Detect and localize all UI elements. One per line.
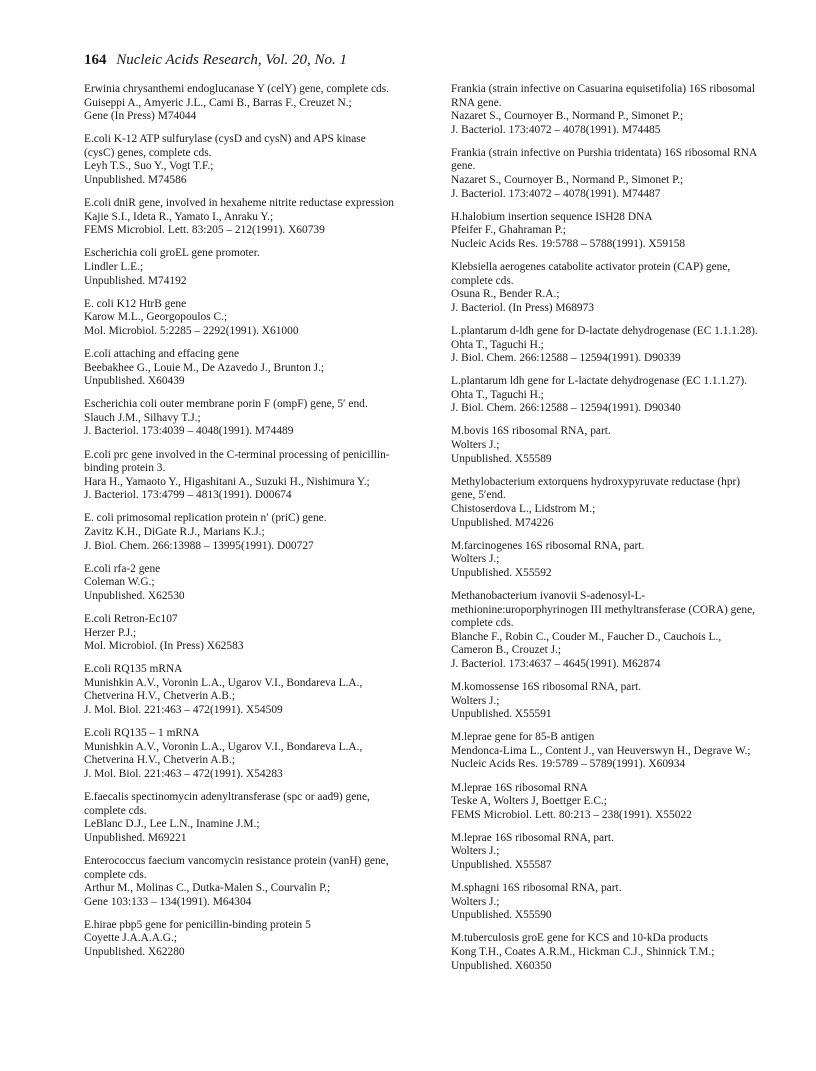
sequence-entry (451, 425, 801, 466)
entry-line: J. Bacteriol. 173:4072 – 4078(1991). M74487 (451, 187, 661, 200)
sequence-entry (84, 298, 434, 339)
entry-line: J. Bacteriol. 173:4637 – 4645(1991). M62874 (451, 657, 661, 670)
entry-line: Ohta T., Taguchi H.; (451, 388, 544, 401)
entry-line: Nucleic Acids Res. 19:5788 – 5788(1991). X59158 (451, 237, 686, 250)
entry-line: complete cds. (84, 868, 147, 881)
sequence-entry (84, 449, 434, 503)
sequence-entry (451, 211, 801, 252)
entry-line: Hara H., Yamaoto Y., Higashitani A., Suzuki H., Nishimura Y.; (84, 475, 370, 488)
sequence-entry (84, 855, 434, 909)
entry-line: Kong T.H., Coates A.R.M., Hickman C.J., Shinnick T.M.; (451, 945, 715, 958)
entry-title: M.bovis 16S ribosomal RNA, part. (451, 425, 611, 438)
entry-line: J. Mol. Biol. 221:463 – 472(1991). X54509 (84, 704, 283, 717)
entry-title: Frankia (strain infective on Purshia tridentata) 16S ribosomal RNA (451, 146, 758, 159)
entry-line: Slauch J.M., Silhavy T.J.; (84, 411, 201, 424)
entry-line: Unpublished. M74192 (84, 274, 187, 287)
entry-line: Karow M.L., Georgopoulos C.; (84, 311, 228, 324)
entry-title: E. coli primosomal replication protein n′ (priC) gene. (84, 512, 327, 525)
sequence-entry (451, 932, 801, 973)
sequence-entry (84, 348, 434, 389)
sequence-entry (84, 791, 434, 845)
entry-line: J. Bacteriol. (In Press) M68973 (451, 301, 594, 314)
entry-line: Unpublished. X62530 (84, 589, 185, 602)
entry-line: Teske A, Wolters J, Boettger E.C.; (451, 795, 607, 808)
entry-line: Nazaret S., Cournoyer B., Normand P., Simonet P.; (451, 174, 684, 187)
entry-title: Enterococcus faecium vancomycin resistance protein (vanH) gene, (84, 854, 389, 867)
sequence-entry (451, 540, 801, 581)
entry-line: Nazaret S., Cournoyer B., Normand P., Simonet P.; (451, 110, 684, 123)
entry-title: M.komossense 16S ribosomal RNA, part. (451, 680, 642, 693)
entry-line: Coleman W.G.; (84, 576, 155, 589)
entry-title: Escherichia coli groEL gene promoter. (84, 247, 260, 260)
entry-line: Nucleic Acids Res. 19:5789 – 5789(1991). X60934 (451, 758, 686, 771)
entry-line: Mol. Microbiol. (In Press) X62583 (84, 640, 244, 653)
entry-title: L.plantarum ldh gene for L-lactate dehydrogenase (EC 1.1.1.27). (451, 375, 748, 388)
entry-line: J. Bacteriol. 173:4072 – 4078(1991). M74485 (451, 123, 661, 136)
entry-line: Ohta T., Taguchi H.; (451, 338, 544, 351)
entry-line: FEMS Microbiol. Lett. 83:205 – 212(1991). X60739 (84, 224, 325, 237)
entry-title: M.leprae gene for 85-B antigen (451, 731, 595, 744)
entry-line: Beebakhee G., Louie M., De Azavedo J., Brunton J.; (84, 361, 325, 374)
entry-title: H.halobium insertion sequence ISH28 DNA (451, 210, 653, 223)
entry-line: complete cds. (451, 617, 514, 630)
entry-title: E.coli RQ135 – 1 mRNA (84, 727, 200, 740)
page-number: 164 (84, 52, 107, 68)
entry-line: Unpublished. X62280 (84, 945, 185, 958)
entry-title: M.leprae 16S ribosomal RNA (451, 781, 588, 794)
sequence-entry (84, 133, 434, 187)
entry-title: L.plantarum d-ldh gene for D-lactate dehydrogenase (EC 1.1.1.28). (451, 324, 758, 337)
entry-line: Osuna R., Bender R.A.; (451, 288, 560, 301)
entry-title: E.coli K-12 ATP sulfurylase (cysD and cysN) and APS kinase (84, 133, 366, 146)
entry-line: J. Bacteriol. 173:4799 – 4813(1991). D00674 (84, 489, 292, 502)
entry-line: (cysC) genes, complete cds. (84, 146, 212, 159)
sequence-entry (451, 476, 801, 530)
journal-title: Nucleic Acids Research, Vol. 20, No. 1 (116, 52, 348, 68)
entry-line: Wolters J.; (451, 694, 500, 707)
entry-line: Wolters J.; (451, 553, 500, 566)
entry-title: E.coli prc gene involved in the C-terminal processing of penicillin- (84, 448, 390, 461)
entry-title: Klebsiella aerogenes catabolite activator protein (CAP) gene, (451, 261, 731, 274)
sequence-entry (451, 681, 801, 722)
entry-title: E.hirae pbp5 gene for penicillin-binding protein 5 (84, 918, 311, 931)
entry-line: Chetverina H.V., Chetverin A.B.; (84, 690, 236, 703)
entry-line: LeBlanc D.J., Lee L.N., Inamine J.M.; (84, 818, 260, 831)
entry-line: gene, 5′end. (451, 489, 506, 502)
entry-line: Cameron B., Crouzet J.; (451, 644, 562, 657)
sequence-entry (84, 563, 434, 604)
entry-line: Chetverina H.V., Chetverin A.B.; (84, 754, 236, 767)
entry-line: Munishkin A.V., Voronin L.A., Ugarov V.I., Bondareva L.A., (84, 676, 363, 689)
entry-line: Guiseppi A., Amyeric J.L., Cami B., Barras F., Creuzet N.; (84, 96, 352, 109)
entry-line: Unpublished. M69221 (84, 831, 187, 844)
sequence-entry (84, 247, 434, 288)
sequence-entry (451, 375, 801, 416)
sequence-entry (451, 882, 801, 923)
entry-title: Erwinia chrysanthemi endoglucanase Y (celY) gene, complete cds. (84, 83, 389, 95)
sequence-entry (84, 83, 434, 124)
entry-title: E.coli rfa-2 gene (84, 562, 161, 575)
entry-line: gene. (451, 160, 476, 173)
entry-line: Unpublished. M74586 (84, 174, 187, 187)
entry-line: binding protein 3. (84, 462, 166, 475)
entry-title: Methylobacterium extorquens hydroxypyruvate reductase (hpr) (451, 475, 741, 488)
entry-line: complete cds. (84, 804, 147, 817)
entry-title: E.coli dniR gene, involved in hexaheme nitrite reductase expression (84, 197, 394, 210)
entry-title: E.coli RQ135 mRNA (84, 663, 183, 676)
sequence-entry (451, 83, 801, 137)
entry-line: Unpublished. X55590 (451, 909, 552, 922)
right-column (451, 83, 801, 983)
entry-title: E. coli K12 HtrB gene (84, 297, 187, 310)
entry-line: J. Biol. Chem. 266:12588 – 12594(1991). D90339 (451, 352, 681, 365)
entry-line: Munishkin A.V., Voronin L.A., Ugarov V.I., Bondareva L.A., (84, 740, 363, 753)
entry-line: J. Biol. Chem. 266:12588 – 12594(1991). D90340 (451, 402, 681, 415)
entry-line: Wolters J.; (451, 845, 500, 858)
entry-line: complete cds. (451, 274, 514, 287)
entry-title: M.tuberculosis groE gene for KCS and 10-kDa products (451, 932, 708, 945)
entry-line: Gene 103:133 – 134(1991). M64304 (84, 895, 252, 908)
sequence-entry (84, 197, 434, 238)
entry-line: Leyh T.S., Suo Y., Vogt T.F.; (84, 160, 214, 173)
entry-line: Kajie S.I., Ideta R., Yamato I., Anraku Y.; (84, 210, 274, 223)
sequence-entry (451, 325, 801, 366)
entry-line: Unpublished. X55591 (451, 708, 552, 721)
entry-line: FEMS Microbiol. Lett. 80:213 – 238(1991). X55022 (451, 808, 692, 821)
entry-title: Methanobacterium ivanovii S-adenosyl-L- (451, 589, 646, 602)
entry-title: M.sphagni 16S ribosomal RNA, part. (451, 882, 622, 895)
entry-title: E.coli Retron-Ec107 (84, 613, 178, 625)
entry-title: Escherichia coli outer membrane porin F (ompF) gene, 5′ end. (84, 398, 368, 411)
entry-line: Unpublished. M74226 (451, 516, 554, 529)
sequence-entry (84, 398, 434, 439)
entry-line: Arthur M., Molinas C., Dutka-Malen S., Courvalin P.; (84, 882, 331, 895)
entry-line: methionine:uroporphyrinogen III methyltransferase (CORA) gene, (451, 603, 755, 616)
entry-title: M.leprae 16S ribosomal RNA, part. (451, 831, 614, 844)
entry-line: Unpublished. X55589 (451, 452, 552, 465)
sequence-entry (451, 832, 801, 873)
sequence-entry (84, 663, 434, 717)
entry-line: J. Mol. Biol. 221:463 – 472(1991). X54283 (84, 767, 283, 780)
entry-line: Gene (In Press) M74044 (84, 110, 197, 123)
entry-line: J. Biol. Chem. 266:13988 – 13995(1991). D00727 (84, 539, 314, 552)
entry-line: Herzer P.J.; (84, 626, 137, 639)
sequence-entry (451, 731, 801, 772)
entry-title: M.farcinogenes 16S ribosomal RNA, part. (451, 539, 645, 552)
entry-line: Unpublished. X60350 (451, 959, 552, 972)
entry-line: Wolters J.; (451, 895, 500, 908)
entry-line: Mendonca-Lima L., Content J., van Heuverswyn H., Degrave W.; (451, 744, 751, 757)
entry-line: RNA gene. (451, 96, 502, 109)
entry-line: Coyette J.A.A.A.G.; (84, 932, 178, 945)
sequence-entry (84, 727, 434, 781)
entry-line: Pfeifer F., Ghahraman P.; (451, 224, 566, 237)
entry-line: Zavitz K.H., DiGate R.J., Marians K.J.; (84, 526, 265, 539)
entry-line: Unpublished. X55592 (451, 566, 552, 579)
sequence-entry (451, 590, 801, 672)
entry-title: E.coli attaching and effacing gene (84, 348, 240, 360)
running-header (84, 52, 347, 69)
sequence-entry (451, 147, 801, 201)
entry-line: Blanche F., Robin C., Couder M., Faucher D., Cauchois L., (451, 630, 722, 643)
entry-line: J. Bacteriol. 173:4039 – 4048(1991). M74489 (84, 425, 294, 438)
entry-line: Mol. Microbiol. 5:2285 – 2292(1991). X61000 (84, 324, 299, 337)
entry-line: Chistoserdova L., Lidstrom M.; (451, 502, 596, 515)
sequence-entry (84, 613, 434, 654)
entry-line: Unpublished. X55587 (451, 859, 552, 871)
entry-title: E.faecalis spectinomycin adenyltransferase (spc or aad9) gene, (84, 791, 370, 804)
sequence-entry (451, 261, 801, 315)
entry-line: Unpublished. X60439 (84, 375, 185, 388)
left-column (84, 83, 434, 969)
sequence-entry (84, 919, 434, 960)
entry-line: Lindler L.E.; (84, 261, 144, 274)
entry-line: Wolters J.; (451, 439, 500, 452)
sequence-entry (451, 782, 801, 823)
entry-title: Frankia (strain infective on Casuarina equisetifolia) 16S ribosomal (451, 83, 755, 95)
sequence-entry (84, 512, 434, 553)
